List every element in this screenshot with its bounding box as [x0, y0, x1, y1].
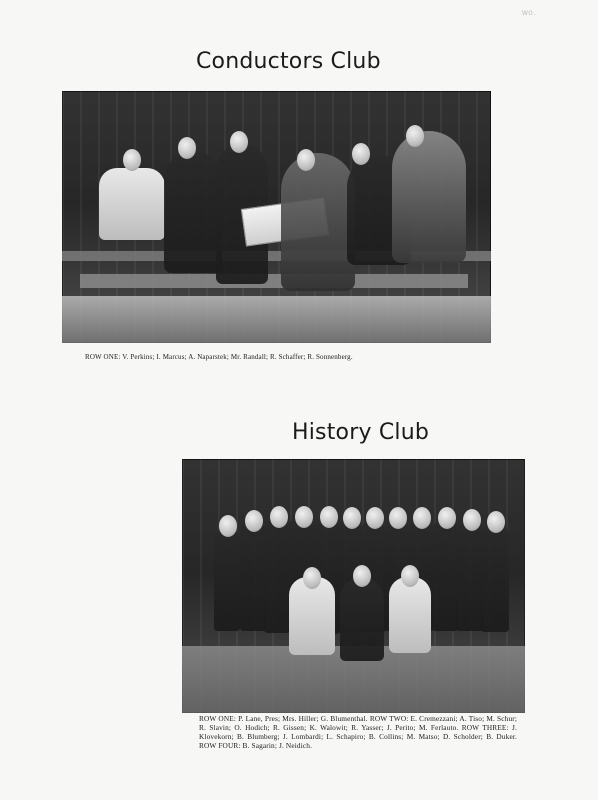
student-figure [164, 151, 222, 273]
student-figure [392, 131, 466, 263]
seated-student-figure [340, 577, 384, 661]
student-face [406, 125, 424, 147]
student-face [178, 137, 196, 159]
student-face [366, 507, 384, 529]
student-figure [456, 521, 484, 631]
student-face [303, 567, 321, 589]
student-face [123, 149, 141, 171]
history-club-caption: ROW ONE: P. Lane, Pres; Mrs. Hiller; G. Blumenthal. ROW TWO: E. Cremezzani; A. Tiso; M. Schur; R. Slavin; O. Hodich; R. Gissen; K. Walowit; R. Yasser; J. Perito; M. Ferlauto. ROW THREE: J. Klovekorn; B. Blumberg; J. Lombardi; L. Schapiro; B. Collins; M. Matso; D. Scholder; B. Duker. ROW FOUR: B. Sagarin; J. Neidich. [199, 714, 517, 750]
section-title-history-club: History Club [292, 420, 430, 445]
student-face [297, 149, 315, 171]
student-face [401, 565, 419, 587]
student-face [270, 506, 288, 528]
stage-step [62, 296, 491, 343]
seated-student-figure [389, 577, 431, 653]
student-figure [281, 153, 355, 291]
student-face [343, 507, 361, 529]
page-corner-mark: wo. [522, 8, 536, 17]
section-title-conductors-club: Conductors Club [196, 49, 381, 74]
student-face [352, 143, 370, 165]
conductors-club-caption: ROW ONE: V. Perkins; I. Marcus; A. Naparstek; Mr. Randall; R. Schaffer; R. Sonnenberg. [85, 353, 353, 361]
stage-step [80, 274, 468, 288]
student-face [413, 507, 431, 529]
student-figure [264, 517, 290, 633]
student-face [295, 506, 313, 528]
student-face [320, 506, 338, 528]
student-face [219, 515, 237, 537]
history-club-photo [182, 459, 525, 713]
student-face [245, 510, 263, 532]
student-face [353, 565, 371, 587]
student-figure [432, 519, 458, 631]
student-figure [481, 522, 509, 632]
student-figure [240, 519, 266, 631]
student-face [230, 131, 248, 153]
student-figure [214, 527, 240, 631]
conductors-club-photo [62, 91, 491, 343]
student-face [487, 511, 505, 533]
student-face [463, 509, 481, 531]
student-figure [99, 168, 165, 240]
student-face [438, 507, 456, 529]
student-face [389, 507, 407, 529]
